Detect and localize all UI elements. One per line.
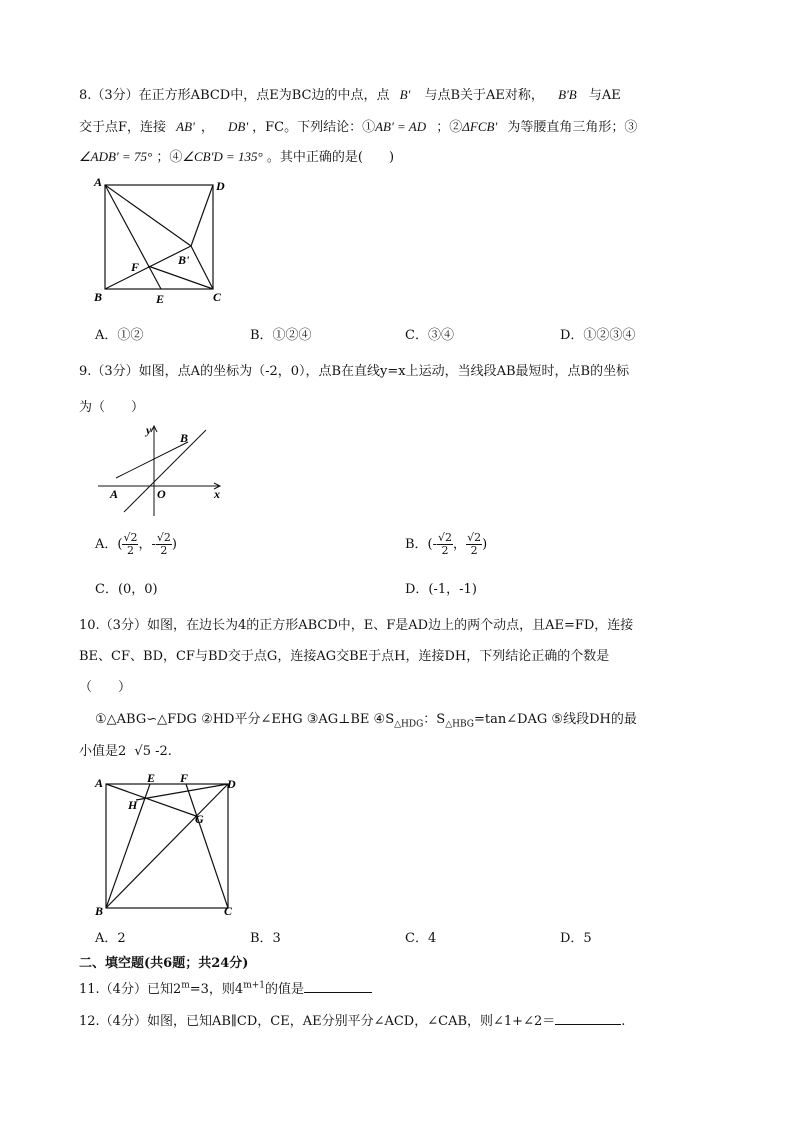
q8-text-4: 交于点F，连接 xyxy=(79,120,167,135)
q10-text-5a: 小值是2 xyxy=(79,744,127,759)
q12 xyxy=(79,1010,625,1029)
q8-bprime: B' xyxy=(399,87,411,102)
q11-text-c: 的值是 xyxy=(265,982,305,997)
q8-label-bp: B' xyxy=(178,253,190,267)
q8-abp: AB' xyxy=(176,119,195,134)
q9-option-d[interactable]: D．(-1，-1) xyxy=(405,582,477,597)
q10-option-a[interactable]: A．2 xyxy=(95,931,126,946)
q10-label-h: H xyxy=(128,798,138,812)
q8-text-7: 为等腰直角三角形；③ xyxy=(507,120,638,135)
q12-text-b: . xyxy=(621,1014,626,1029)
q8-dbp: DB' xyxy=(228,119,249,134)
q8-text-9: 。其中正确的是( ) xyxy=(266,150,395,165)
q8-figure xyxy=(90,172,230,312)
q9-option-b[interactable] xyxy=(405,532,487,557)
q10-option-c[interactable]: C．4 xyxy=(405,931,437,946)
q8-label-b: B xyxy=(94,290,103,304)
q10-label-f: F xyxy=(180,771,189,785)
q8-text-5: ，FC。下列结论：① xyxy=(252,120,376,135)
q9-figure xyxy=(96,420,231,520)
q8-label-f: F xyxy=(131,260,140,274)
q10-line4 xyxy=(95,708,637,730)
q8-c4: ∠CB'D = 135° xyxy=(182,149,263,164)
q9-label-b: B xyxy=(180,431,189,445)
q9-opt-b-label: B．(- xyxy=(405,537,438,552)
q11-sup2: m+1 xyxy=(243,980,266,991)
q8-option-a[interactable]: A．①② xyxy=(95,328,144,343)
q8-label-e: E xyxy=(156,292,165,306)
q8-line3 xyxy=(79,146,394,165)
q8-c2: ΔFCB' xyxy=(462,119,498,134)
q11-sup1: m xyxy=(181,980,190,991)
q9-label-x: x xyxy=(214,487,220,501)
q10-option-b[interactable]: B．3 xyxy=(250,931,281,946)
q10-label-e: E xyxy=(147,771,156,785)
q8-text-6: ；② xyxy=(436,120,463,135)
q10-label-c: C xyxy=(224,904,233,918)
q9-line2: 为（ ） xyxy=(79,400,145,415)
q8-option-b[interactable]: B．①②④ xyxy=(250,328,312,343)
q9-opt-a-end: ) xyxy=(171,537,177,552)
q9-opt-a-sep: ，- xyxy=(138,537,156,552)
q10-text-4b: ：S xyxy=(423,712,446,727)
q11-answer-blank[interactable] xyxy=(304,980,372,993)
q9-label-o: O xyxy=(157,487,166,501)
q8-bpb: B'B xyxy=(558,87,577,102)
q9-line1: 9.（3分）如图，点A的坐标为（-2，0），点B在直线y=x上运动，当线段AB最短时，点B的坐标 xyxy=(79,364,630,379)
q10-line1: 10.（3分）如图，在边长为4的正方形ABCD中，E、F是AD边上的两个动点，且AE=FD，连接 xyxy=(79,618,634,633)
q9-opt-b-end: ) xyxy=(482,537,488,552)
q8-text-1: 8.（3分）在正方形ABCD中，点E为BC边的中点，点 xyxy=(79,88,390,103)
q8-text-3: 与AE xyxy=(588,88,621,103)
q10-sqrt5: √5 xyxy=(134,744,151,759)
q10-option-d[interactable]: D．5 xyxy=(560,931,592,946)
q10-sub1: △HDG xyxy=(394,719,424,730)
q8-c1: AB' = AD xyxy=(375,119,427,134)
q10-text-5c: -2. xyxy=(155,744,172,759)
q9-label-a: A xyxy=(110,487,119,501)
q9-opt-a-label: A．( xyxy=(95,537,123,552)
q10-label-g: G xyxy=(195,812,204,826)
q11 xyxy=(79,978,372,997)
q8-option-d[interactable]: D．①②③④ xyxy=(560,328,636,343)
q10-line5 xyxy=(79,740,172,759)
q8-option-c[interactable]: C．③④ xyxy=(405,328,454,343)
q8-line1 xyxy=(79,84,621,103)
section-heading: 二、填空题(共6题；共24分) xyxy=(79,956,249,971)
q9-opt-b-frac2: $\frac{√2}{2}$ xyxy=(467,531,482,557)
q11-text-b: =3，则4 xyxy=(189,982,244,997)
q10-figure xyxy=(92,770,242,922)
q9-opt-a-frac1: $\frac{√2}{2}$ xyxy=(123,531,138,557)
q8-line2 xyxy=(79,116,637,135)
q8-label-a: A xyxy=(94,175,103,189)
q12-answer-blank[interactable] xyxy=(555,1012,621,1025)
q12-text-a: 12.（4分）如图，已知AB∥CD，CE，AE分别平分∠ACD，∠CAB，则∠1+∠2＝ xyxy=(79,1014,556,1029)
q8-label-d: D xyxy=(216,179,225,193)
q9-opt-a-frac2: $\frac{√2}{2}$ xyxy=(156,531,171,557)
q9-opt-b-frac1: $\frac{√2}{2}$ xyxy=(438,531,453,557)
q10-sub2: △HBG xyxy=(445,719,474,730)
q10-line2: BE、CF、BD，CF与BD交于点G，连接AG交BE于点H，连接DH，下列结论正确的个数是 xyxy=(79,649,610,664)
q10-text-4a: ①△ABG∽△FDG ②HD平分∠EHG ③AG⊥BE ④S xyxy=(95,712,395,727)
q10-line3: （ ） xyxy=(79,680,132,695)
q10-label-a: A xyxy=(95,776,104,790)
q8-c3: ∠ADB' = 75° xyxy=(79,149,153,164)
q9-option-a[interactable] xyxy=(95,532,177,557)
q8-text-8: ；④ xyxy=(156,150,183,165)
q8-text-2: 与点B关于AE对称， xyxy=(424,88,544,103)
q9-opt-b-sep: ， xyxy=(453,537,467,552)
q11-text-a: 11.（4分）已知2 xyxy=(79,982,182,997)
q8-comma: ， xyxy=(200,120,214,135)
q10-label-d: D xyxy=(227,777,236,791)
q10-text-4c: =tan∠DAG ⑤线段DH的最 xyxy=(473,712,637,727)
q9-option-c[interactable]: C．(0，0) xyxy=(95,582,158,597)
q9-label-y: y xyxy=(146,423,152,437)
q8-label-c: C xyxy=(213,290,222,304)
q10-label-b: B xyxy=(95,904,104,918)
